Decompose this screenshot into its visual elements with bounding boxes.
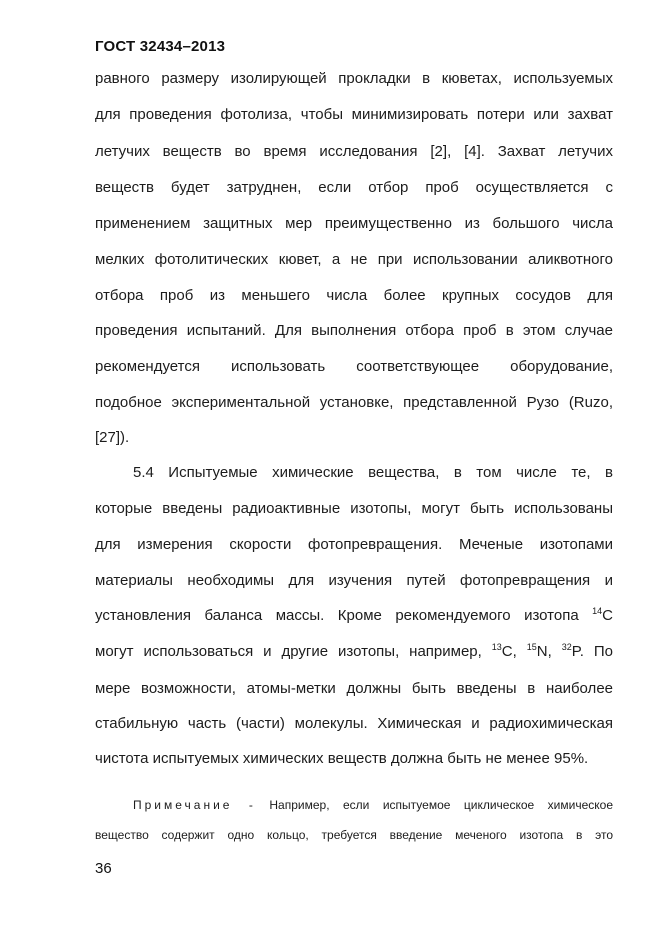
isotope-mass: 32: [561, 642, 572, 652]
text-line: материалы необходимы для изучения путей фотопревращения и: [95, 572, 613, 589]
note-text: Например, если испытуемое циклическое химическое: [255, 798, 613, 812]
text-line: для измерения скорости фотопревращения. Меченые изотопами: [95, 536, 613, 553]
note-label: Примечание -: [133, 798, 256, 812]
section-5-4-first-line: 5.4 Испытуемые химические вещества, в том числе те, в: [133, 464, 613, 481]
note-second-line: вещество содержит одно кольцо, требуется введение меченого изотопа в это: [95, 828, 613, 842]
text-line: проведения испытаний. Для выполнения отбора проб в этом случае: [95, 322, 613, 339]
note-first-line: [133, 797, 613, 813]
line-text: могут использоваться и другие изотопы, например,: [95, 643, 492, 660]
isotope-element: C: [602, 607, 613, 624]
text-line: отбора проб из меньшего числа более крупных сосудов для: [95, 287, 613, 304]
page-number: 36: [95, 860, 112, 877]
text-line: веществ будет затруднен, если отбор проб осуществляется с: [95, 179, 613, 196]
isotope-mass: 15: [526, 642, 537, 652]
isotope-element: P. По: [571, 643, 614, 660]
text-line: мере возможности, атомы-метки должны быть введены в наиболее: [95, 680, 613, 697]
text-line: для проведения фотолиза, чтобы минимизировать потери или захват: [95, 106, 613, 123]
text-line-isotopes: [95, 643, 613, 661]
line-text: установления баланса массы. Кроме рекомендуемого изотопа: [95, 607, 593, 624]
isotope-element: N,: [536, 643, 562, 660]
text-line: летучих веществ во время исследования [2], [4]. Захват летучих: [95, 143, 613, 160]
isotope-mass: 14: [592, 606, 603, 616]
text-line: стабильную часть (части) молекулы. Химическая и радиохимическая: [95, 715, 613, 732]
text-line: [27]).: [95, 429, 130, 446]
text-line: мелких фотолитических кювет, а не при использовании аликвотного: [95, 251, 613, 268]
text-line: применением защитных мер преимущественно из большого числа: [95, 215, 613, 232]
isotope-mass: 13: [491, 642, 502, 652]
text-line: которые введены радиоактивные изотопы, могут быть использованы: [95, 500, 613, 517]
text-line: подобное экспериментальной установке, представленной Рузо (Ruzo,: [95, 394, 613, 411]
text-line: рекомендуется использовать соответствующее оборудование,: [95, 358, 613, 375]
isotope-element: C,: [501, 643, 527, 660]
document-header: ГОСТ 32434–2013: [95, 38, 226, 55]
text-line: равного размеру изолирующей прокладки в кюветах, используемых: [95, 70, 613, 87]
text-line-isotope-14c: [95, 607, 613, 625]
text-line: чистота испытуемых химических веществ должна быть не менее 95%.: [95, 750, 589, 767]
